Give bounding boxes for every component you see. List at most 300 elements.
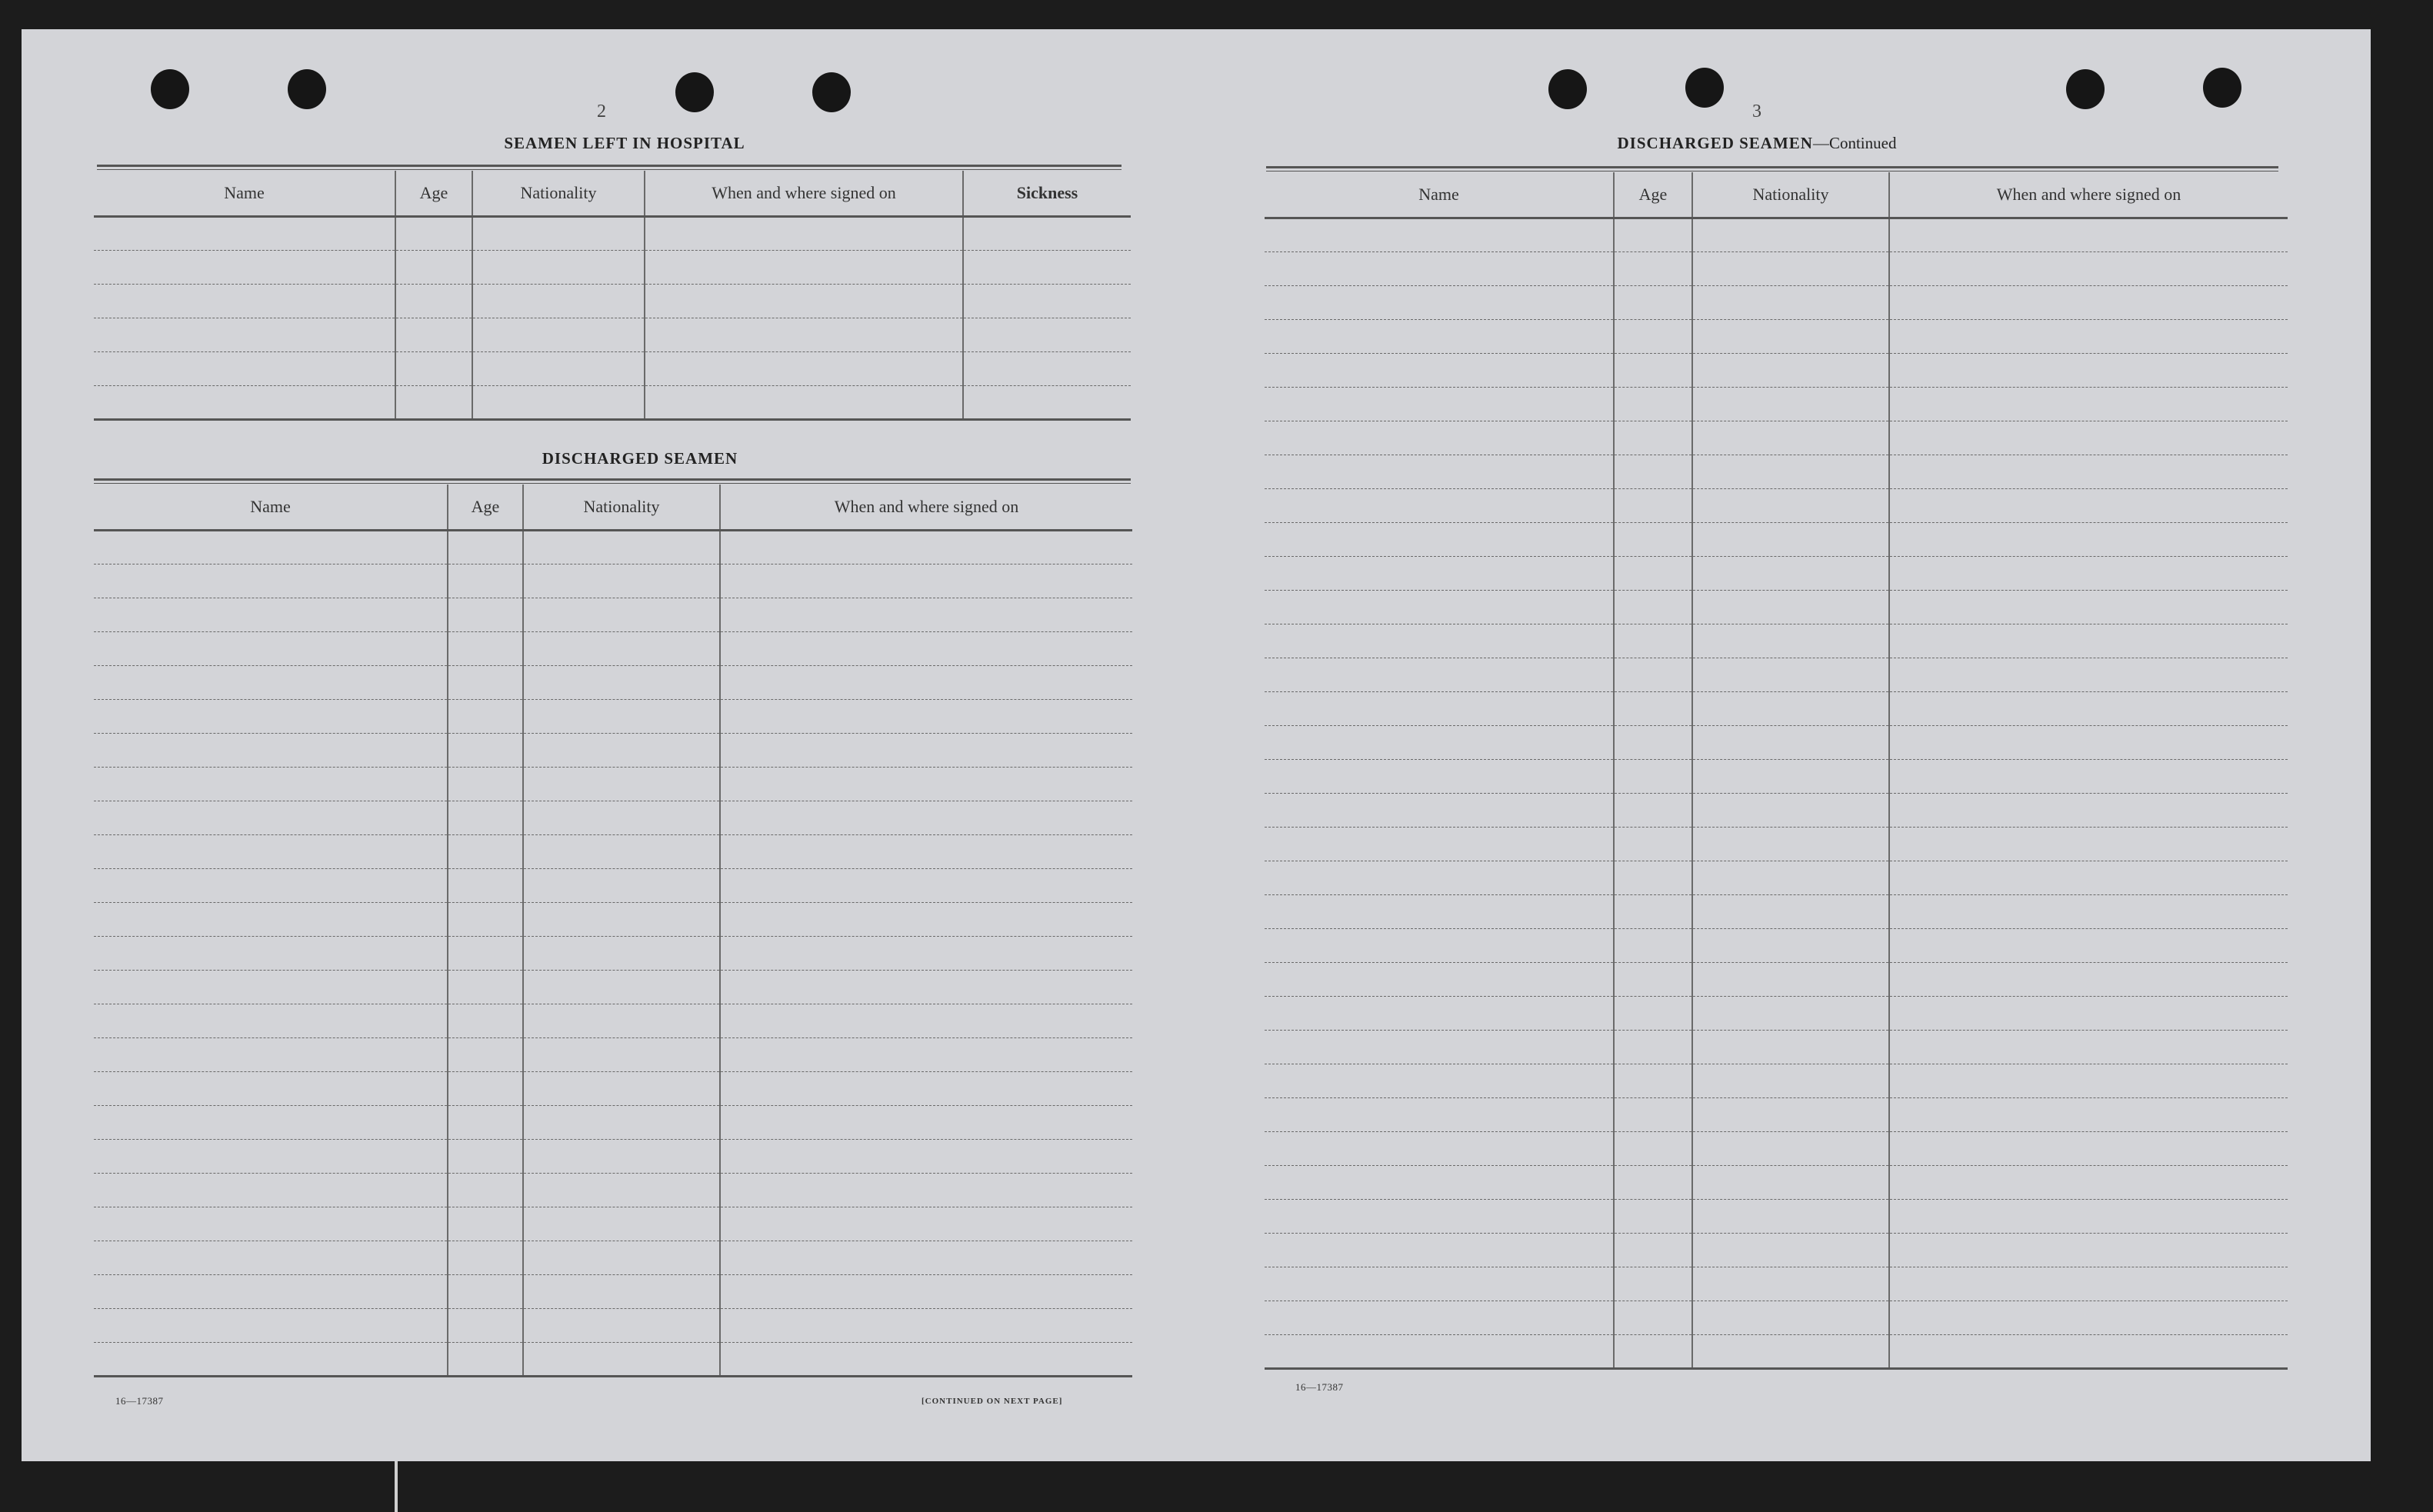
blank-cell (1889, 1166, 2288, 1200)
punch-hole (1548, 69, 1587, 109)
table-row (1265, 286, 2288, 320)
punch-hole (675, 72, 714, 112)
blank-cell (1265, 218, 1614, 252)
blank-cell (720, 666, 1132, 700)
table-row (1265, 421, 2288, 455)
blank-cell (1692, 1166, 1889, 1200)
blank-cell (1614, 523, 1692, 557)
blank-cell (472, 386, 645, 420)
blank-cell (523, 801, 720, 835)
blank-cell (720, 565, 1132, 598)
blank-cell (1614, 286, 1692, 320)
blank-cell (94, 1004, 448, 1038)
blank-cell (720, 1106, 1132, 1140)
table-row (1265, 1200, 2288, 1234)
blank-cell (1614, 421, 1692, 455)
blank-cell (1614, 1301, 1692, 1335)
blank-cell (448, 632, 523, 666)
blank-cell (1265, 1166, 1614, 1200)
blank-cell (1889, 591, 2288, 624)
blank-cell (1614, 557, 1692, 591)
blank-cell (523, 835, 720, 869)
col-header-name: Name (94, 171, 395, 217)
blank-cell (94, 531, 448, 565)
blank-cell (645, 318, 963, 352)
table-row (94, 565, 1132, 598)
blank-cell (395, 285, 472, 318)
table-row (1265, 658, 2288, 692)
blank-cell (1889, 421, 2288, 455)
blank-cell (94, 217, 395, 251)
blank-cell (1265, 523, 1614, 557)
blank-cell (1692, 1200, 1889, 1234)
blank-cell (523, 700, 720, 734)
blank-cell (1265, 692, 1614, 726)
blank-cell (395, 386, 472, 420)
blank-cell (448, 700, 523, 734)
blank-cell (94, 1309, 448, 1343)
blank-cell (1692, 963, 1889, 997)
table-row (1265, 252, 2288, 286)
title-main: DISCHARGED SEAMEN (1617, 134, 1813, 152)
blank-cell (720, 937, 1132, 971)
blank-cell (720, 531, 1132, 565)
col-header-age: Age (395, 171, 472, 217)
table-row (1265, 963, 2288, 997)
hospital-top-rule (97, 165, 1122, 167)
blank-cell (720, 1275, 1132, 1309)
blank-cell (1889, 658, 2288, 692)
blank-cell (395, 352, 472, 386)
table-row (1265, 1031, 2288, 1064)
title-suffix: —Continued (1812, 134, 1897, 152)
blank-cell (1692, 929, 1889, 963)
blank-cell (94, 1106, 448, 1140)
col-header-age: Age (448, 485, 523, 531)
blank-cell (1265, 726, 1614, 760)
blank-cell (1692, 286, 1889, 320)
blank-cell (1692, 1234, 1889, 1267)
punch-hole (288, 69, 326, 109)
table-row (94, 318, 1131, 352)
blank-cell (1265, 861, 1614, 895)
blank-cell (645, 217, 963, 251)
blank-cell (523, 1004, 720, 1038)
blank-cell (523, 1038, 720, 1072)
blank-cell (963, 217, 1131, 251)
blank-cell (523, 1275, 720, 1309)
table-row (94, 700, 1132, 734)
blank-cell (720, 632, 1132, 666)
blank-cell (94, 285, 395, 318)
discharged-top-rule (94, 478, 1131, 481)
blank-cell (1614, 624, 1692, 658)
blank-cell (523, 903, 720, 937)
blank-cell (720, 971, 1132, 1004)
blank-cell (1265, 320, 1614, 354)
blank-cell (448, 869, 523, 903)
blank-cell (1614, 354, 1692, 388)
blank-cell (1889, 726, 2288, 760)
blank-cell (448, 1174, 523, 1207)
blank-cell (720, 1207, 1132, 1241)
blank-cell (523, 531, 720, 565)
blank-cell (523, 1106, 720, 1140)
blank-cell (1265, 286, 1614, 320)
blank-cell (94, 598, 448, 632)
blank-cell (1889, 997, 2288, 1031)
blank-cell (1889, 218, 2288, 252)
blank-cell (94, 903, 448, 937)
blank-cell (1265, 1335, 1614, 1369)
blank-cell (1265, 760, 1614, 794)
table-row (94, 352, 1131, 386)
blank-cell (448, 1275, 523, 1309)
blank-cell (1614, 1098, 1692, 1132)
blank-cell (523, 734, 720, 768)
blank-cell (523, 1241, 720, 1275)
binding-strip (395, 1461, 398, 1512)
blank-cell (1265, 1132, 1614, 1166)
blank-cell (94, 835, 448, 869)
blank-cell (1265, 354, 1614, 388)
table-row (94, 531, 1132, 565)
blank-cell (1692, 1132, 1889, 1166)
blank-cell (645, 386, 963, 420)
blank-cell (523, 768, 720, 801)
blank-cell (448, 971, 523, 1004)
table-row (94, 1275, 1132, 1309)
table-row (94, 251, 1131, 285)
blank-cell (1692, 861, 1889, 895)
blank-cell (448, 1072, 523, 1106)
blank-cell (720, 1038, 1132, 1072)
blank-cell (1265, 1267, 1614, 1301)
table-row (94, 1072, 1132, 1106)
blank-cell (1889, 1064, 2288, 1098)
punch-hole (812, 72, 851, 112)
blank-cell (1265, 624, 1614, 658)
blank-cell (1614, 997, 1692, 1031)
punch-hole (1685, 68, 1724, 108)
blank-cell (448, 937, 523, 971)
col-header-name: Name (1265, 172, 1614, 218)
left-page-number: 2 (597, 102, 606, 122)
table-row (94, 666, 1132, 700)
table-row (1265, 1301, 2288, 1335)
blank-cell (645, 352, 963, 386)
blank-cell (720, 768, 1132, 801)
col-header-signed-on: When and where signed on (1889, 172, 2288, 218)
blank-cell (94, 700, 448, 734)
blank-cell (1692, 1335, 1889, 1369)
blank-cell (1692, 591, 1889, 624)
table-row (94, 285, 1131, 318)
blank-cell (1614, 794, 1692, 828)
blank-cell (94, 251, 395, 285)
blank-cell (1265, 929, 1614, 963)
table-row (1265, 895, 2288, 929)
blank-cell (1614, 692, 1692, 726)
blank-cell (1889, 388, 2288, 421)
blank-cell (94, 1207, 448, 1241)
blank-cell (472, 352, 645, 386)
col-header-age: Age (1614, 172, 1692, 218)
blank-cell (1889, 1234, 2288, 1267)
col-header-signed-on: When and where signed on (720, 485, 1132, 531)
blank-cell (1265, 591, 1614, 624)
blank-cell (1692, 320, 1889, 354)
blank-cell (1889, 760, 2288, 794)
blank-cell (94, 1343, 448, 1377)
blank-cell (1265, 658, 1614, 692)
blank-cell (1265, 828, 1614, 861)
blank-cell (94, 937, 448, 971)
table-row (94, 937, 1132, 971)
blank-cell (720, 700, 1132, 734)
blank-cell (94, 734, 448, 768)
blank-cell (1614, 1200, 1692, 1234)
punch-hole (2203, 68, 2241, 108)
table-row (1265, 760, 2288, 794)
blank-cell (1889, 1031, 2288, 1064)
blank-cell (1692, 895, 1889, 929)
blank-cell (1692, 624, 1889, 658)
blank-cell (720, 598, 1132, 632)
blank-cell (1889, 895, 2288, 929)
blank-cell (1614, 489, 1692, 523)
blank-cell (1265, 794, 1614, 828)
blank-cell (1889, 1335, 2288, 1369)
table-row (1265, 523, 2288, 557)
col-header-nationality: Nationality (523, 485, 720, 531)
blank-cell (1265, 997, 1614, 1031)
blank-cell (1889, 1098, 2288, 1132)
blank-cell (1692, 726, 1889, 760)
blank-cell (94, 565, 448, 598)
blank-cell (94, 666, 448, 700)
blank-cell (94, 386, 395, 420)
blank-cell (1265, 1098, 1614, 1132)
blank-cell (448, 1343, 523, 1377)
col-header-nationality: Nationality (472, 171, 645, 217)
table-row (1265, 218, 2288, 252)
blank-cell (94, 1275, 448, 1309)
blank-cell (963, 285, 1131, 318)
blank-cell (1265, 1301, 1614, 1335)
table-row (94, 1174, 1132, 1207)
blank-cell (523, 1174, 720, 1207)
blank-cell (1692, 658, 1889, 692)
table-row (94, 1309, 1132, 1343)
blank-cell (448, 1004, 523, 1038)
blank-cell (1889, 692, 2288, 726)
blank-cell (720, 1174, 1132, 1207)
blank-cell (1889, 1132, 2288, 1166)
blank-cell (1692, 1098, 1889, 1132)
blank-cell (523, 666, 720, 700)
blank-cell (1692, 760, 1889, 794)
blank-cell (448, 598, 523, 632)
punch-hole (2066, 69, 2105, 109)
blank-cell (1265, 421, 1614, 455)
blank-cell (523, 1343, 720, 1377)
blank-cell (523, 937, 720, 971)
blank-cell (1692, 1301, 1889, 1335)
blank-cell (1889, 1200, 2288, 1234)
blank-cell (1692, 455, 1889, 489)
table-row (1265, 1335, 2288, 1369)
blank-cell (720, 1140, 1132, 1174)
table-row (1265, 861, 2288, 895)
blank-cell (963, 352, 1131, 386)
table-row (1265, 1064, 2288, 1098)
blank-cell (448, 1241, 523, 1275)
col-header-sickness: Sickness (963, 171, 1131, 217)
blank-cell (94, 632, 448, 666)
table-row (94, 869, 1132, 903)
blank-cell (1692, 1031, 1889, 1064)
blank-cell (1692, 489, 1889, 523)
blank-cell (1614, 218, 1692, 252)
blank-cell (523, 1309, 720, 1343)
table-row (94, 903, 1132, 937)
blank-cell (395, 217, 472, 251)
table-row (94, 386, 1131, 420)
blank-cell (1614, 726, 1692, 760)
blank-cell (94, 768, 448, 801)
blank-cell (1614, 963, 1692, 997)
blank-cell (1265, 489, 1614, 523)
blank-cell (448, 531, 523, 565)
col-header-nationality: Nationality (1692, 172, 1889, 218)
table-row (1265, 489, 2288, 523)
discharged-section-title: DISCHARGED SEAMEN (542, 449, 738, 468)
blank-cell (1692, 692, 1889, 726)
blank-cell (720, 1343, 1132, 1377)
table-row (94, 598, 1132, 632)
blank-cell (448, 1140, 523, 1174)
blank-cell (1614, 455, 1692, 489)
blank-cell (645, 285, 963, 318)
blank-cell (1265, 455, 1614, 489)
blank-cell (1614, 929, 1692, 963)
blank-cell (720, 903, 1132, 937)
blank-cell (1692, 997, 1889, 1031)
right-form-number: 16—17387 (1295, 1381, 1344, 1393)
blank-cell (1692, 557, 1889, 591)
table-row (94, 1207, 1132, 1241)
blank-cell (720, 1241, 1132, 1275)
table-row (1265, 354, 2288, 388)
blank-cell (1265, 252, 1614, 286)
blank-cell (1889, 252, 2288, 286)
blank-cell (1692, 354, 1889, 388)
blank-cell (1889, 523, 2288, 557)
blank-cell (523, 1140, 720, 1174)
blank-cell (448, 1106, 523, 1140)
blank-cell (94, 1072, 448, 1106)
right-page-number: 3 (1752, 102, 1761, 122)
table-row (1265, 794, 2288, 828)
blank-cell (1614, 861, 1692, 895)
table-row (1265, 828, 2288, 861)
blank-cell (1265, 557, 1614, 591)
blank-cell (1614, 658, 1692, 692)
table-row (1265, 726, 2288, 760)
blank-cell (94, 801, 448, 835)
blank-cell (448, 565, 523, 598)
blank-cell (1692, 1064, 1889, 1098)
blank-cell (1692, 218, 1889, 252)
blank-cell (94, 1140, 448, 1174)
discharged-continued-table (1265, 172, 2288, 1370)
blank-cell (1614, 388, 1692, 421)
blank-cell (523, 1207, 720, 1241)
blank-cell (720, 835, 1132, 869)
blank-cell (1889, 489, 2288, 523)
blank-cell (1889, 963, 2288, 997)
blank-cell (1614, 252, 1692, 286)
table-row (1265, 1098, 2288, 1132)
table-row (1265, 455, 2288, 489)
table-row (1265, 692, 2288, 726)
blank-cell (1692, 794, 1889, 828)
table-row (94, 1106, 1132, 1140)
blank-cell (523, 565, 720, 598)
table-row (94, 1038, 1132, 1072)
blank-cell (448, 835, 523, 869)
blank-cell (448, 801, 523, 835)
col-header-name: Name (94, 485, 448, 531)
blank-cell (1614, 828, 1692, 861)
blank-cell (523, 1072, 720, 1106)
blank-cell (963, 386, 1131, 420)
blank-cell (720, 734, 1132, 768)
punch-hole (151, 69, 189, 109)
blank-cell (94, 971, 448, 1004)
table-row (94, 217, 1131, 251)
table-row (94, 768, 1132, 801)
blank-cell (720, 869, 1132, 903)
blank-cell (1265, 1234, 1614, 1267)
blank-cell (1265, 1031, 1614, 1064)
blank-cell (1889, 624, 2288, 658)
table-row (1265, 557, 2288, 591)
blank-cell (1614, 591, 1692, 624)
blank-cell (1889, 1301, 2288, 1335)
table-row (1265, 320, 2288, 354)
blank-cell (1614, 320, 1692, 354)
table-row (1265, 1166, 2288, 1200)
blank-cell (523, 869, 720, 903)
blank-cell (1265, 1064, 1614, 1098)
blank-cell (1889, 1267, 2288, 1301)
blank-cell (472, 217, 645, 251)
blank-cell (448, 666, 523, 700)
blank-cell (1614, 1234, 1692, 1267)
blank-cell (1614, 895, 1692, 929)
blank-cell (395, 251, 472, 285)
blank-cell (448, 1309, 523, 1343)
table-row (1265, 624, 2288, 658)
blank-cell (1889, 861, 2288, 895)
blank-cell (448, 1207, 523, 1241)
blank-cell (1889, 286, 2288, 320)
blank-cell (1614, 1031, 1692, 1064)
continued-note: [CONTINUED ON NEXT PAGE] (922, 1397, 1063, 1406)
blank-cell (1614, 760, 1692, 794)
